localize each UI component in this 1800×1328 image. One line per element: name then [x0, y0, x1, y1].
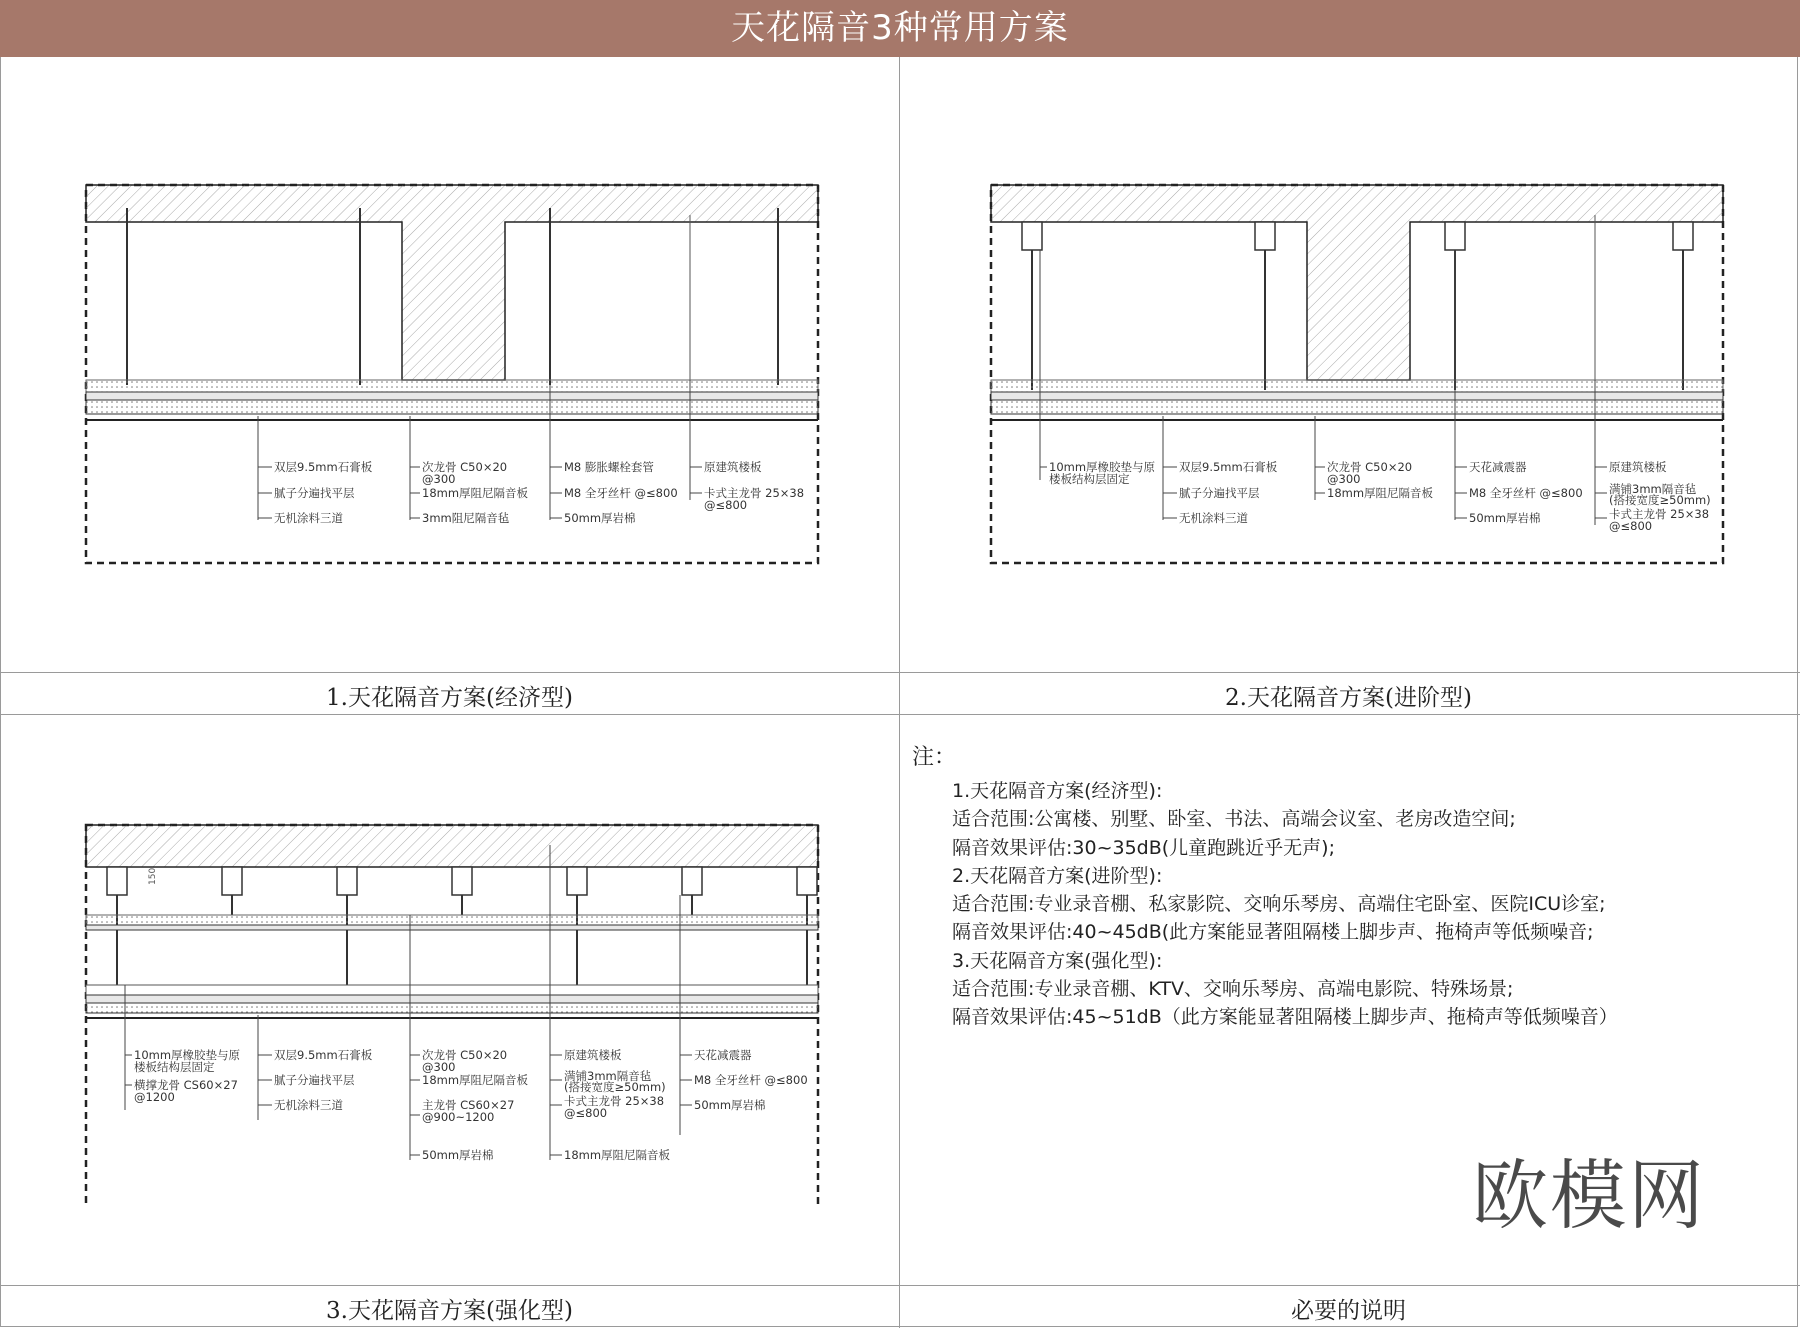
note-line: 隔音效果评估:40~45dB(此方案能显著阻隔楼上脚步声、拖椅声等低频噪音;: [952, 921, 1594, 944]
label: 满铺3mm隔音毡: [564, 1069, 652, 1083]
label: 10mm厚橡胶垫与原: [1049, 460, 1156, 474]
caption-economy: 1.天花隔音方案(经济型): [326, 685, 573, 711]
note-line: 适合范围:专业录音棚、KTV、交响乐琴房、高端电影院、特殊场景;: [952, 978, 1514, 1001]
note-line: 适合范围:专业录音棚、私家影院、交响乐琴房、高端住宅卧室、医院ICU诊室;: [952, 893, 1606, 916]
label: 次龙骨 C50×20: [422, 1048, 508, 1062]
diagram-enhanced: [80, 815, 825, 1205]
note-line: 隔音效果评估:30~35dB(儿童跑跳近乎无声);: [952, 836, 1335, 859]
label: M8 全牙丝杆 @≤800: [564, 486, 678, 500]
label: 原建筑楼板: [564, 1048, 622, 1062]
label: 50mm厚岩棉: [564, 511, 636, 525]
caption-notes: 必要的说明: [1291, 1298, 1406, 1324]
grid-divider-caption1: [0, 672, 1800, 673]
label: 楼板结构层固定: [134, 1060, 215, 1074]
label: 18mm厚阻尼隔音板: [422, 486, 529, 500]
dim-label: 150: [148, 867, 158, 885]
note-line: 隔音效果评估:45~51dB（此方案能显著阻隔楼上脚步声、拖椅声等低频噪音）: [952, 1006, 1618, 1029]
label: @1200: [134, 1090, 175, 1104]
page-title: 天花隔音3种常用方案: [0, 0, 1800, 57]
label: 双层9.5mm石膏板: [274, 1048, 373, 1062]
label: 腻子分遍找平层: [274, 1073, 355, 1087]
label: M8 全牙丝杆 @≤800: [694, 1073, 808, 1087]
label: @≤800: [704, 498, 748, 512]
label: 主龙骨 CS60×27: [422, 1098, 515, 1112]
label: 卡式主龙骨 25×38: [564, 1094, 665, 1108]
label: 天花减震器: [694, 1048, 752, 1062]
label: 3mm阻尼隔音毡: [422, 511, 510, 525]
watermark-logo: 欧模网: [1472, 1151, 1706, 1240]
label: (搭接宽度≥50mm): [564, 1080, 666, 1094]
note-line: 1.天花隔音方案(经济型):: [952, 780, 1163, 802]
label: 10mm厚橡胶垫与原: [134, 1048, 241, 1062]
grid-divider-caption2: [0, 1285, 1800, 1286]
label: @≤800: [1609, 519, 1653, 533]
caption-enhanced: 3.天花隔音方案(强化型): [326, 1298, 573, 1324]
label: 18mm厚阻尼隔音板: [564, 1148, 671, 1162]
label: 18mm厚阻尼隔音板: [1327, 486, 1434, 500]
label: 原建筑楼板: [704, 460, 762, 474]
label: @300: [422, 472, 456, 486]
label: 天花减震器: [1469, 460, 1527, 474]
label: 卡式主龙骨 25×38: [704, 486, 805, 500]
label: (搭接宽度≥50mm): [1609, 493, 1711, 507]
notes-section: [912, 740, 1772, 1032]
note-line: 适合范围:公寓楼、别墅、卧室、书法、高端会议室、老房改造空间;: [952, 808, 1516, 831]
label: @300: [422, 1060, 456, 1074]
notes-heading: 注：: [912, 745, 957, 770]
label: M8 全牙丝杆 @≤800: [1469, 486, 1583, 500]
label: 无机涂料三道: [1179, 511, 1248, 525]
label: 次龙骨 C50×20: [422, 460, 508, 474]
label: 满铺3mm隔音毡: [1609, 482, 1697, 496]
diagram-economy: [80, 180, 825, 570]
label: 无机涂料三道: [274, 511, 343, 525]
label: M8 膨胀螺栓套管: [564, 460, 654, 474]
grid-divider-middle: [0, 714, 1800, 715]
diagram-advanced: [985, 180, 1730, 570]
note-line: 2.天花隔音方案(进阶型):: [952, 864, 1163, 887]
label: 腻子分遍找平层: [1179, 486, 1260, 500]
label: @≤800: [564, 1106, 608, 1120]
label: 50mm厚岩棉: [1469, 511, 1541, 525]
note-line: 3.天花隔音方案(强化型):: [952, 949, 1163, 972]
label: 次龙骨 C50×20: [1327, 460, 1413, 474]
label: 双层9.5mm石膏板: [274, 460, 373, 474]
label: 卡式主龙骨 25×38: [1609, 507, 1710, 521]
label: 楼板结构层固定: [1049, 472, 1130, 486]
label: 18mm厚阻尼隔音板: [422, 1073, 529, 1087]
label: 无机涂料三道: [274, 1098, 343, 1112]
label: 50mm厚岩棉: [422, 1148, 494, 1162]
label: 腻子分遍找平层: [274, 486, 355, 500]
label: 50mm厚岩棉: [694, 1098, 766, 1112]
label: 原建筑楼板: [1609, 460, 1667, 474]
label: @900~1200: [422, 1110, 495, 1124]
caption-advanced: 2.天花隔音方案(进阶型): [1225, 685, 1472, 711]
label: 双层9.5mm石膏板: [1179, 460, 1278, 474]
label: 横撑龙骨 CS60×27: [134, 1078, 238, 1092]
label: @300: [1327, 472, 1361, 486]
